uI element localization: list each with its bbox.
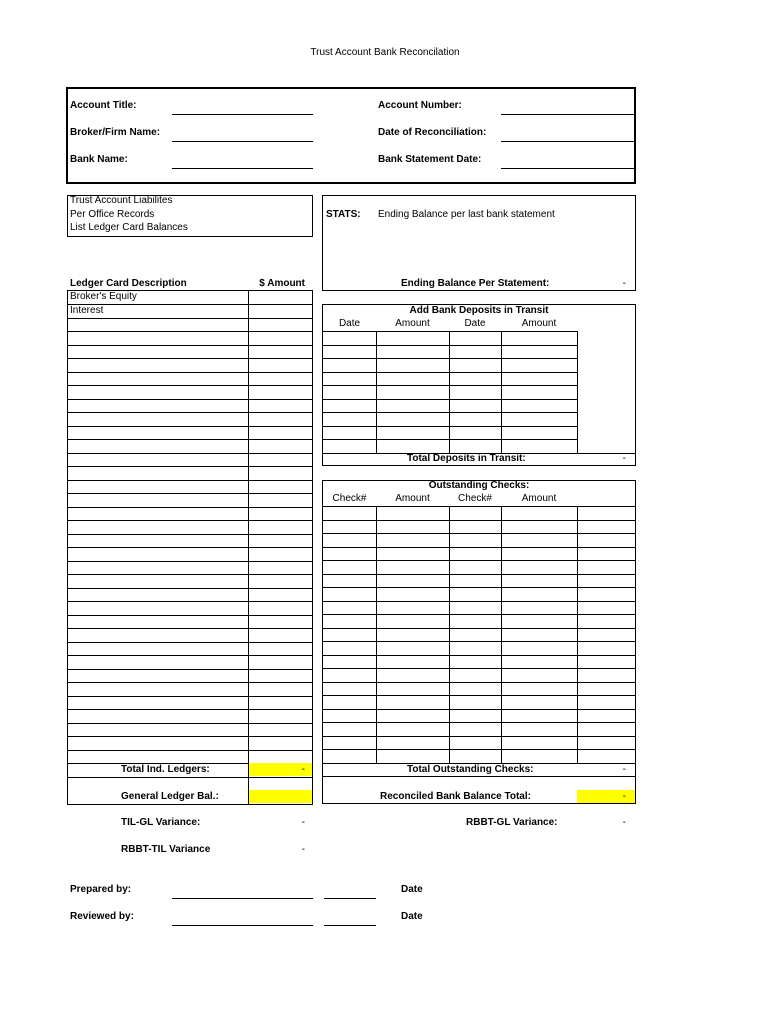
deposit-col-date1: Date — [338, 318, 361, 329]
ledger-row-line — [67, 709, 313, 710]
ledger-row-line — [67, 372, 313, 373]
check-row-line — [322, 614, 636, 615]
ledger-row-line — [67, 574, 313, 575]
ledger-row-line — [67, 507, 313, 508]
deposit-col-line — [501, 331, 502, 453]
ending-balance-stmt-label: Ending Balance Per Statement: — [401, 278, 550, 289]
check-row-line — [322, 520, 636, 521]
prepared-by-label: Prepared by: — [70, 884, 132, 895]
checks-title: Outstanding Checks: — [428, 480, 530, 491]
ledger-row-line — [67, 520, 313, 521]
check-row-line — [322, 587, 636, 588]
check-col-number1: Check# — [332, 493, 367, 504]
ledger-row-line — [67, 290, 313, 291]
check-row-line — [322, 736, 636, 737]
ledger-row-line — [67, 466, 313, 467]
ledger-row-line — [67, 561, 313, 562]
check-row-line — [322, 574, 636, 575]
ledger-row-line — [67, 736, 313, 737]
ending-balance-stmt-value: - — [622, 278, 626, 289]
bank-statement-date-label: Bank Statement Date: — [378, 154, 482, 165]
ledger-row-line — [67, 480, 313, 481]
ledger-row-line — [67, 588, 313, 589]
check-row-line — [322, 641, 636, 642]
ledger-row-brokers-equity: Broker's Equity — [70, 291, 137, 302]
bank-name-field[interactable] — [172, 168, 313, 169]
reviewed-date-field[interactable] — [324, 925, 376, 926]
ledger-desc-header: Ledger Card Description — [70, 278, 187, 289]
ledger-row-line — [67, 642, 313, 643]
rbbt-gl-variance-value: - — [622, 817, 626, 828]
ledger-amount-header: $ Amount — [259, 278, 305, 289]
check-row-line — [322, 533, 636, 534]
bank-name-label: Bank Name: — [70, 154, 128, 165]
check-col-line — [449, 506, 450, 763]
deposit-col-date2: Date — [464, 318, 486, 329]
bank-statement-date-field[interactable] — [501, 168, 634, 169]
check-row-line — [322, 560, 636, 561]
prepared-by-field[interactable] — [172, 898, 313, 899]
ledger-row-line — [67, 399, 313, 400]
ledger-row-line — [67, 304, 313, 305]
total-deposits-value: - — [622, 453, 626, 464]
total-ind-ledgers-value: - — [301, 764, 305, 775]
deposit-col-line — [577, 331, 578, 453]
ledger-row-line — [67, 615, 313, 616]
deposit-col-line — [449, 331, 450, 453]
ledger-row-line — [67, 385, 313, 386]
ledger-row-line — [67, 345, 313, 346]
broker-firm-field[interactable] — [172, 141, 313, 142]
ledger-row-line — [67, 682, 313, 683]
total-outstanding-value: - — [622, 764, 626, 775]
general-ledger-bal-cell[interactable] — [249, 790, 312, 803]
intro-line2: Per Office Records — [70, 209, 155, 220]
ledger-row-line — [67, 439, 313, 440]
reviewed-by-label: Reviewed by: — [70, 911, 134, 922]
total-ind-ledgers-label: Total Ind. Ledgers: — [121, 764, 210, 775]
check-row-line — [322, 601, 636, 602]
check-col-line — [577, 506, 578, 763]
reviewed-date-label: Date — [401, 911, 423, 922]
til-gl-variance-value: - — [301, 817, 305, 828]
stats-label: STATS: — [326, 209, 361, 220]
check-col-amount2: Amount — [521, 493, 557, 504]
ledger-row-line — [67, 358, 313, 359]
ending-balance-last-label: Ending Balance per last bank statement — [378, 209, 555, 220]
check-row-line — [322, 722, 636, 723]
date-reconciliation-field[interactable] — [501, 141, 634, 142]
check-row-line — [322, 749, 636, 750]
check-row-line — [322, 655, 636, 656]
deposit-col-line — [376, 331, 377, 453]
rbbt-til-variance-label: RBBT-TIL Variance — [121, 844, 211, 855]
ledger-row-line — [67, 331, 313, 332]
intro-line3: List Ledger Card Balances — [70, 222, 188, 233]
ledger-row-line — [67, 318, 313, 319]
deposit-col-amount1: Amount — [395, 318, 430, 329]
reconciled-total-value: - — [622, 791, 626, 802]
date-reconciliation-label: Date of Reconciliation: — [378, 127, 487, 138]
check-col-amount1: Amount — [395, 493, 430, 504]
account-title-label: Account Title: — [70, 100, 137, 111]
ledger-row-line — [67, 412, 313, 413]
total-outstanding-label: Total Outstanding Checks: — [407, 764, 534, 775]
page-title: Trust Account Bank Reconcilation — [310, 47, 460, 58]
ledger-row-line — [67, 493, 313, 494]
ledger-row-line — [67, 628, 313, 629]
rbbt-gl-variance-label: RBBT-GL Variance: — [466, 817, 558, 828]
ledger-row-line — [67, 723, 313, 724]
check-col-line — [376, 506, 377, 763]
ledger-col-line — [67, 290, 68, 804]
deposit-col-amount2: Amount — [521, 318, 557, 329]
prepared-date-label: Date — [401, 884, 423, 895]
deposits-title: Add Bank Deposits in Transit — [409, 305, 549, 316]
check-row-line — [322, 506, 636, 507]
ledger-row-line — [67, 534, 313, 535]
total-deposits-label: Total Deposits in Transit: — [407, 453, 526, 464]
broker-firm-label: Broker/Firm Name: — [70, 127, 161, 138]
ledger-row-line — [67, 696, 313, 697]
ledger-col-line — [248, 290, 249, 804]
ledger-row-line — [67, 804, 313, 805]
ledger-row-line — [67, 655, 313, 656]
intro-line1: Trust Account Liabilites — [70, 195, 173, 206]
ledger-row-line — [67, 426, 313, 427]
check-row-line — [322, 547, 636, 548]
check-row-line — [322, 628, 636, 629]
ledger-row-line — [248, 750, 312, 751]
til-gl-variance-label: TIL-GL Variance: — [121, 817, 201, 828]
check-col-number2: Check# — [458, 493, 492, 504]
ledger-row-line — [67, 669, 313, 670]
prepared-date-field[interactable] — [324, 898, 376, 899]
account-number-label: Account Number: — [378, 100, 462, 111]
ledger-row-line — [67, 547, 313, 548]
ledger-row-line — [67, 453, 313, 454]
check-row-line — [322, 709, 636, 710]
check-row-line — [322, 682, 636, 683]
general-ledger-bal-label: General Ledger Bal.: — [121, 791, 219, 802]
ledger-col-line — [312, 290, 313, 804]
account-number-field[interactable] — [501, 114, 634, 115]
check-row-line — [322, 695, 636, 696]
reviewed-by-field[interactable] — [172, 925, 313, 926]
ledger-row-line — [67, 777, 313, 778]
account-title-field[interactable] — [172, 114, 313, 115]
ledger-row-line — [67, 601, 313, 602]
check-row-line — [322, 668, 636, 669]
reconciled-total-label: Reconciled Bank Balance Total: — [380, 791, 531, 802]
check-col-line — [501, 506, 502, 763]
rbbt-til-variance-value: - — [301, 844, 305, 855]
ledger-row-interest: Interest — [70, 305, 104, 316]
